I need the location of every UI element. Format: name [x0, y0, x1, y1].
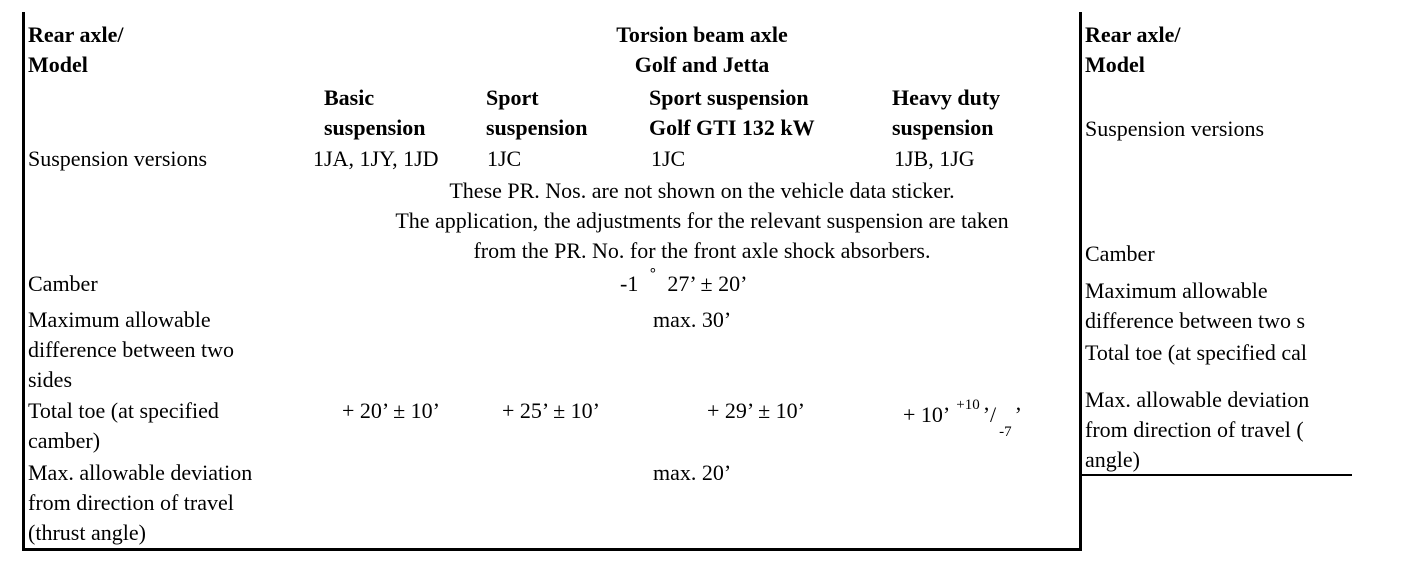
column-header-sport-line2: suspension: [486, 115, 588, 140]
model-label: Model: [28, 52, 88, 77]
main-table-left-border: [22, 12, 25, 551]
thrust-angle-label-line1: Max. allowable deviation: [28, 460, 253, 485]
total-toe-basic: + 20’ ± 10’: [342, 398, 441, 423]
side-thrust-angle-label: [1085, 385, 1309, 475]
side-rear-axle-label: Rear axle/: [1085, 22, 1181, 47]
column-header-sport-gti: [649, 83, 815, 143]
total-toe-sport-gti: + 29’ ± 10’: [707, 398, 806, 423]
total-toe-sport: + 25’ ± 10’: [502, 398, 601, 423]
main-table-right-border: [1079, 12, 1082, 551]
note-line-1: These PR. Nos. are not shown on the vehicle data sticker.: [449, 178, 955, 203]
total-toe-label-line1: Total toe (at specified: [28, 398, 219, 423]
side-thrust-angle-line3: angle): [1085, 447, 1140, 472]
total-toe-heavy-sup: +10: [956, 397, 980, 413]
rear-axle-label: Rear axle/: [28, 22, 124, 47]
side-max-difference-label: [1085, 276, 1305, 336]
camber-value-prefix: -1: [620, 271, 639, 296]
suspension-code-sport-gti: 1JC: [651, 146, 686, 171]
column-header-sport-gti-line1: Sport suspension: [649, 85, 809, 110]
max-difference-label-line3: sides: [28, 367, 72, 392]
camber-value-suffix: 27’ ± 20’: [667, 271, 748, 296]
column-header-heavy-duty-line1: Heavy duty: [892, 85, 1001, 110]
side-camber-label: Camber: [1085, 241, 1155, 266]
max-difference-label-line2: difference between two: [28, 337, 235, 362]
thrust-angle-label-line2: from direction of travel: [28, 490, 234, 515]
column-header-basic-line2: suspension: [324, 115, 426, 140]
note-line-2: The application, the adjustments for the relevant suspension are taken: [395, 208, 1009, 233]
total-toe-heavy-sub: -7: [999, 424, 1012, 440]
column-header-heavy-duty-line2: suspension: [892, 115, 994, 140]
side-max-difference-line1: Maximum allowable: [1085, 278, 1268, 303]
max-difference-label-line1: Maximum allowable: [28, 307, 211, 332]
camber-value: [620, 266, 748, 299]
total-toe-heavy-base: + 10’: [903, 402, 951, 427]
total-toe-heavy-duty: [903, 397, 1022, 440]
thrust-angle-value: max. 20’: [653, 460, 732, 485]
column-header-heavy-duty: [892, 83, 1000, 143]
thrust-angle-label: [28, 458, 252, 548]
column-header-sport-gti-line2: Golf GTI 132 kW: [649, 115, 815, 140]
thrust-angle-label-line3: (thrust angle): [28, 520, 146, 545]
main-table-bottom-border: [22, 548, 1082, 551]
column-header-basic: [324, 83, 426, 143]
max-difference-value: max. 30’: [653, 307, 732, 332]
degree-symbol: °: [649, 266, 656, 282]
side-thrust-angle-line2: from direction of travel (: [1085, 417, 1304, 442]
side-model-label: Model: [1085, 52, 1145, 77]
suspension-versions-label: Suspension versions: [28, 146, 208, 171]
total-toe-heavy-mid: ’/: [982, 402, 997, 427]
suspension-code-heavy-duty: 1JB, 1JG: [894, 146, 975, 171]
table-title: Torsion beam axle: [616, 22, 788, 47]
table-subtitle: Golf and Jetta: [634, 52, 770, 77]
suspension-code-basic: 1JA, 1JY, 1JD: [313, 146, 439, 171]
side-total-toe-label: Total toe (at specified cal: [1085, 340, 1308, 365]
max-difference-label: [28, 305, 234, 395]
column-header-sport: [486, 83, 588, 143]
suspension-code-sport: 1JC: [487, 146, 522, 171]
side-thrust-angle-line1: Max. allowable deviation: [1085, 387, 1310, 412]
note-line-3: from the PR. No. for the front axle shock absorbers.: [473, 238, 931, 263]
column-header-basic-line1: Basic: [324, 85, 375, 110]
total-toe-heavy-end: ’: [1014, 402, 1022, 427]
total-toe-label: [28, 396, 219, 456]
side-max-difference-line2: difference between two s: [1085, 308, 1306, 333]
column-header-sport-line1: Sport: [486, 85, 539, 110]
total-toe-label-line2: camber): [28, 428, 101, 453]
camber-label: Camber: [28, 271, 98, 296]
side-suspension-versions-label: Suspension versions: [1085, 116, 1265, 141]
side-table: [1085, 0, 1353, 564]
